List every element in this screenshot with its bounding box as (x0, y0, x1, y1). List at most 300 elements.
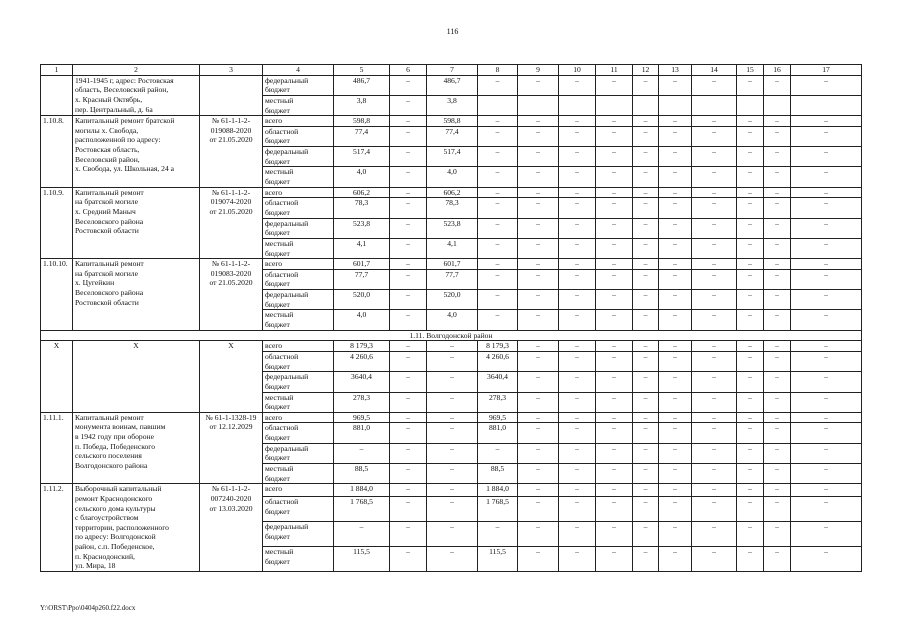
amount-cell: – (390, 116, 427, 127)
amount-cell: – (478, 116, 518, 127)
amount-cell: – (764, 218, 791, 238)
amount-cell: – (633, 75, 659, 95)
amount-cell: 3640,4 (334, 372, 390, 392)
amount-cell: 88,5 (478, 463, 518, 483)
amount-cell: – (633, 147, 659, 167)
amount-cell: – (737, 484, 764, 497)
column-header: 16 (764, 65, 791, 76)
object-name-cell: Капитальный ремонт монумента воинам, павшим в 1942 году при обороне п. Победа, Победенского сельского поселения Волгодонского района (73, 412, 200, 483)
amount-cell: – (633, 547, 659, 572)
table-body-veselovsky (41, 75, 862, 330)
amount-cell: – (791, 497, 862, 522)
amount-cell: – (692, 423, 737, 443)
amount-cell: 4,0 (427, 310, 478, 330)
amount-cell: – (427, 484, 478, 497)
amount-cell: – (791, 269, 862, 289)
amount-cell: – (737, 116, 764, 127)
amount-cell: – (390, 392, 427, 412)
amount-cell: – (633, 423, 659, 443)
amount-cell: – (659, 126, 692, 146)
table-row (41, 484, 862, 497)
amount-cell: – (659, 484, 692, 497)
amount-cell: – (692, 310, 737, 330)
amount-cell: – (334, 522, 390, 547)
amount-cell: 278,3 (334, 392, 390, 412)
amount-cell (559, 95, 596, 115)
funding-source-cell: федеральный бюджет (263, 218, 334, 238)
funding-source-cell: федеральный бюджет (263, 290, 334, 310)
amount-cell: 1 884,0 (334, 484, 390, 497)
amount-cell: 4,0 (427, 167, 478, 187)
amount-cell: 523,8 (334, 218, 390, 238)
amount-cell: – (478, 310, 518, 330)
amount-cell: – (478, 522, 518, 547)
amount-cell: 517,4 (334, 147, 390, 167)
amount-cell: – (633, 187, 659, 198)
amount-cell: – (692, 116, 737, 127)
amount-cell: – (559, 341, 596, 352)
file-path-footer: Y:\ORST\Ppo\0404p260.f22.docx (40, 604, 136, 612)
amount-cell: – (791, 238, 862, 258)
amount-cell: – (659, 522, 692, 547)
amount-cell: – (737, 497, 764, 522)
amount-cell: – (659, 238, 692, 258)
amount-cell: – (659, 372, 692, 392)
amount-cell: – (559, 75, 596, 95)
amount-cell: – (559, 484, 596, 497)
funding-source-cell: областной бюджет (263, 126, 334, 146)
row-number-cell: 1.10.10. (41, 259, 73, 330)
amount-cell: – (659, 290, 692, 310)
document-cell: X (200, 341, 263, 412)
amount-cell: – (692, 443, 737, 463)
amount-cell: – (764, 484, 791, 497)
amount-cell: – (633, 412, 659, 423)
amount-cell: – (737, 372, 764, 392)
amount-cell: – (737, 463, 764, 483)
row-number-cell: 1.11.2. (41, 484, 73, 572)
amount-cell: – (791, 167, 862, 187)
funding-source-cell: федеральный бюджет (263, 443, 334, 463)
amount-cell: – (390, 187, 427, 198)
amount-cell: – (791, 218, 862, 238)
amount-cell: – (737, 310, 764, 330)
amount-cell: – (659, 310, 692, 330)
amount-cell: 881,0 (478, 423, 518, 443)
amount-cell: – (659, 341, 692, 352)
amount-cell: – (518, 167, 559, 187)
amount-cell: – (390, 75, 427, 95)
amount-cell: – (659, 412, 692, 423)
amount-cell: – (764, 392, 791, 412)
funding-source-cell: местный бюджет (263, 547, 334, 572)
amount-cell: – (692, 187, 737, 198)
amount-cell: – (737, 423, 764, 443)
amount-cell: – (427, 423, 478, 443)
amount-cell: – (791, 372, 862, 392)
amount-cell: – (659, 187, 692, 198)
row-number-cell: 1.10.9. (41, 187, 73, 258)
amount-cell: – (596, 484, 633, 497)
amount-cell: – (427, 463, 478, 483)
column-header: 8 (478, 65, 518, 76)
amount-cell: – (478, 290, 518, 310)
amount-cell: – (692, 147, 737, 167)
amount-cell: – (764, 187, 791, 198)
amount-cell: – (791, 259, 862, 270)
amount-cell: – (518, 269, 559, 289)
amount-cell: – (659, 547, 692, 572)
amount-cell: – (633, 310, 659, 330)
column-header: 17 (791, 65, 862, 76)
funding-source-cell: местный бюджет (263, 95, 334, 115)
amount-cell: – (390, 351, 427, 371)
amount-cell: – (764, 412, 791, 423)
amount-cell: – (737, 269, 764, 289)
amount-cell (478, 95, 518, 115)
document-cell: № 61-1-1-2- 019088-2020 от 21.05.2020 (200, 116, 263, 187)
amount-cell: – (596, 547, 633, 572)
amount-cell: – (764, 116, 791, 127)
column-header: 3 (200, 65, 263, 76)
amount-cell: 78,3 (427, 198, 478, 218)
amount-cell: – (518, 310, 559, 330)
amount-cell: – (596, 269, 633, 289)
amount-cell: – (518, 259, 559, 270)
amount-cell: – (427, 522, 478, 547)
funding-source-cell: областной бюджет (263, 423, 334, 443)
amount-cell: – (633, 484, 659, 497)
amount-cell: – (764, 372, 791, 392)
amount-cell: – (633, 372, 659, 392)
amount-cell: – (390, 423, 427, 443)
amount-cell (764, 95, 791, 115)
amount-cell: – (737, 167, 764, 187)
amount-cell: 969,5 (334, 412, 390, 423)
amount-cell: 278,3 (478, 392, 518, 412)
amount-cell: – (633, 341, 659, 352)
amount-cell: – (559, 218, 596, 238)
amount-cell: – (737, 218, 764, 238)
amount-cell: – (559, 147, 596, 167)
amount-cell: – (559, 187, 596, 198)
amount-cell: – (633, 167, 659, 187)
funding-source-cell: федеральный бюджет (263, 147, 334, 167)
amount-cell: – (633, 463, 659, 483)
object-name-cell: Выборочный капитальный ремонт Краснодонского сельского дома культуры с благоустройством территории, расположенного по адресу: Волгодонской район, с.п. Победенское, п. Краснодонский, ул. Мира, 18 (73, 484, 200, 572)
amount-cell: – (390, 463, 427, 483)
amount-cell: 78,3 (334, 198, 390, 218)
amount-cell: – (518, 497, 559, 522)
funding-source-cell: федеральный бюджет (263, 75, 334, 95)
amount-cell: – (659, 423, 692, 443)
amount-cell: – (633, 126, 659, 146)
amount-cell: – (659, 269, 692, 289)
amount-cell: – (764, 147, 791, 167)
amount-cell: – (559, 290, 596, 310)
amount-cell: – (559, 423, 596, 443)
amount-cell: – (659, 75, 692, 95)
funding-source-cell: всего (263, 412, 334, 423)
budget-table (40, 64, 862, 572)
amount-cell: – (559, 310, 596, 330)
amount-cell: – (390, 238, 427, 258)
amount-cell: 520,0 (334, 290, 390, 310)
amount-cell: – (390, 547, 427, 572)
funding-source-cell: всего (263, 484, 334, 497)
object-name-cell: Капитальный ремонт братской могилы х. Свобода, расположенной по адресу: Ростовская область, Веселовский район, х. Свобода, ул. Школьная, 24 а (73, 116, 200, 187)
column-header: 10 (559, 65, 596, 76)
funding-source-cell: всего (263, 116, 334, 127)
amount-cell: – (764, 423, 791, 443)
amount-cell: – (633, 522, 659, 547)
amount-cell (791, 95, 862, 115)
amount-cell: – (737, 290, 764, 310)
column-header: 11 (596, 65, 633, 76)
amount-cell: 517,4 (427, 147, 478, 167)
amount-cell (633, 95, 659, 115)
amount-cell: – (518, 290, 559, 310)
amount-cell: – (791, 522, 862, 547)
amount-cell: 77,7 (334, 269, 390, 289)
amount-cell: – (791, 75, 862, 95)
amount-cell: – (390, 412, 427, 423)
amount-cell (518, 95, 559, 115)
amount-cell: – (518, 341, 559, 352)
table-row (41, 75, 862, 95)
amount-cell: – (764, 238, 791, 258)
funding-source-cell: областной бюджет (263, 198, 334, 218)
amount-cell: – (791, 126, 862, 146)
amount-cell: – (559, 238, 596, 258)
amount-cell: – (596, 126, 633, 146)
funding-source-cell: местный бюджет (263, 463, 334, 483)
amount-cell: – (596, 238, 633, 258)
amount-cell: – (737, 187, 764, 198)
amount-cell: – (692, 126, 737, 146)
amount-cell: – (559, 126, 596, 146)
amount-cell: 598,8 (427, 116, 478, 127)
amount-cell: 1 884,0 (478, 484, 518, 497)
amount-cell: – (659, 463, 692, 483)
amount-cell: – (478, 187, 518, 198)
amount-cell: – (390, 443, 427, 463)
amount-cell: – (596, 116, 633, 127)
amount-cell: – (791, 341, 862, 352)
amount-cell: – (659, 167, 692, 187)
amount-cell: – (596, 443, 633, 463)
amount-cell: – (692, 198, 737, 218)
amount-cell: – (427, 392, 478, 412)
amount-cell: – (764, 198, 791, 218)
amount-cell: – (692, 372, 737, 392)
amount-cell: – (633, 218, 659, 238)
amount-cell: – (518, 187, 559, 198)
amount-cell: – (791, 116, 862, 127)
amount-cell: – (791, 412, 862, 423)
amount-cell: – (559, 116, 596, 127)
funding-source-cell: всего (263, 187, 334, 198)
funding-source-cell: всего (263, 341, 334, 352)
amount-cell: 3,8 (334, 95, 390, 115)
amount-cell: – (737, 126, 764, 146)
amount-cell: – (559, 547, 596, 572)
amount-cell: – (596, 167, 633, 187)
amount-cell: 4,0 (334, 310, 390, 330)
amount-cell: – (737, 547, 764, 572)
amount-cell: – (518, 147, 559, 167)
amount-cell: – (559, 443, 596, 463)
amount-cell: – (427, 412, 478, 423)
amount-cell: – (633, 198, 659, 218)
column-header: 6 (390, 65, 427, 76)
funding-source-cell: местный бюджет (263, 310, 334, 330)
amount-cell: 88,5 (334, 463, 390, 483)
amount-cell: – (518, 116, 559, 127)
amount-cell: – (692, 497, 737, 522)
amount-cell: – (390, 290, 427, 310)
amount-cell: 3640,4 (478, 372, 518, 392)
amount-cell: – (390, 269, 427, 289)
column-header: 14 (692, 65, 737, 76)
amount-cell: – (737, 443, 764, 463)
amount-cell: – (791, 290, 862, 310)
amount-cell: – (737, 75, 764, 95)
amount-cell: 8 179,3 (478, 341, 518, 352)
object-name-cell: 1941-1945 г, адрес: Ростовская область, Веселовский район, х. Красный Октябрь, пер. Центральный, д. 6а (73, 75, 200, 116)
amount-cell: – (559, 269, 596, 289)
amount-cell: – (596, 187, 633, 198)
amount-cell: – (559, 372, 596, 392)
amount-cell: – (596, 147, 633, 167)
amount-cell: – (659, 392, 692, 412)
amount-cell: 77,4 (334, 126, 390, 146)
amount-cell: – (518, 198, 559, 218)
amount-cell: – (518, 392, 559, 412)
column-header: 4 (263, 65, 334, 76)
amount-cell: – (596, 351, 633, 371)
amount-cell: – (692, 238, 737, 258)
amount-cell: – (478, 218, 518, 238)
amount-cell: 601,7 (334, 259, 390, 270)
page-number: 116 (446, 27, 459, 36)
table-body-volgodonsk (41, 341, 862, 572)
amount-cell: – (737, 392, 764, 412)
amount-cell: – (764, 497, 791, 522)
column-header: 15 (737, 65, 764, 76)
amount-cell: – (390, 497, 427, 522)
amount-cell: – (518, 484, 559, 497)
amount-cell: – (390, 198, 427, 218)
amount-cell: – (791, 187, 862, 198)
funding-source-cell: областной бюджет (263, 351, 334, 371)
amount-cell: 486,7 (334, 75, 390, 95)
object-name-cell: Капитальный ремонт на братской могиле х. Цугейкин Веселовского района Ростовской области (73, 259, 200, 330)
header-row (41, 65, 862, 76)
amount-cell: – (427, 372, 478, 392)
amount-cell: 4,0 (334, 167, 390, 187)
amount-cell: – (791, 198, 862, 218)
amount-cell: – (390, 147, 427, 167)
amount-cell: – (390, 218, 427, 238)
amount-cell: – (791, 310, 862, 330)
amount-cell: – (737, 147, 764, 167)
document-cell: № 61-1-1-2- 019083-2020 от 21.05.2020 (200, 259, 263, 330)
object-name-cell: X (73, 341, 200, 412)
amount-cell: – (559, 463, 596, 483)
amount-cell: – (596, 341, 633, 352)
amount-cell: – (334, 443, 390, 463)
amount-cell: – (478, 198, 518, 218)
amount-cell: – (737, 238, 764, 258)
amount-cell (737, 95, 764, 115)
amount-cell: – (518, 218, 559, 238)
amount-cell: – (596, 522, 633, 547)
amount-cell: – (518, 547, 559, 572)
amount-cell: – (692, 341, 737, 352)
amount-cell: – (596, 423, 633, 443)
amount-cell: – (737, 198, 764, 218)
amount-cell: – (764, 463, 791, 483)
table-row (41, 341, 862, 352)
amount-cell: – (791, 484, 862, 497)
amount-cell: – (478, 147, 518, 167)
amount-cell: – (390, 167, 427, 187)
amount-cell: – (596, 310, 633, 330)
amount-cell: – (764, 167, 791, 187)
amount-cell: – (764, 341, 791, 352)
amount-cell: – (596, 463, 633, 483)
amount-cell: – (518, 351, 559, 371)
amount-cell: – (764, 75, 791, 95)
amount-cell: – (692, 290, 737, 310)
amount-cell: – (390, 259, 427, 270)
amount-cell: – (518, 522, 559, 547)
amount-cell: – (764, 310, 791, 330)
amount-cell: 969,5 (478, 412, 518, 423)
amount-cell: – (478, 75, 518, 95)
amount-cell: – (596, 392, 633, 412)
amount-cell: – (427, 341, 478, 352)
amount-cell: – (518, 238, 559, 258)
amount-cell: 115,5 (334, 547, 390, 572)
amount-cell: – (559, 198, 596, 218)
amount-cell: – (737, 259, 764, 270)
amount-cell: – (427, 547, 478, 572)
amount-cell: – (478, 238, 518, 258)
table-row (41, 116, 862, 127)
amount-cell: – (518, 443, 559, 463)
amount-cell: – (478, 126, 518, 146)
amount-cell: – (518, 372, 559, 392)
amount-cell: – (692, 463, 737, 483)
amount-cell: – (659, 259, 692, 270)
amount-cell: 606,2 (427, 187, 478, 198)
amount-cell: – (518, 126, 559, 146)
amount-cell: – (518, 463, 559, 483)
amount-cell: – (390, 95, 427, 115)
amount-cell: – (791, 463, 862, 483)
amount-cell: – (791, 147, 862, 167)
amount-cell: 3,8 (427, 95, 478, 115)
amount-cell: – (791, 547, 862, 572)
amount-cell: – (390, 341, 427, 352)
amount-cell: 1 768,5 (334, 497, 390, 522)
amount-cell: – (764, 290, 791, 310)
table-row (41, 412, 862, 423)
amount-cell: – (633, 351, 659, 371)
amount-cell: – (659, 351, 692, 371)
